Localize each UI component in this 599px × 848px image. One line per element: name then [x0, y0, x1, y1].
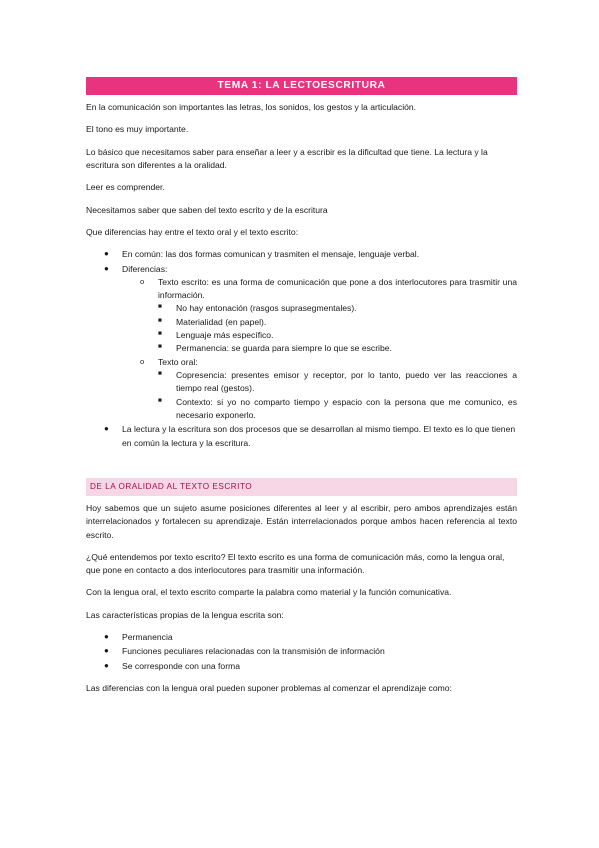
sub-sub-list	[122, 302, 517, 355]
list-item	[86, 263, 517, 423]
circle-bullet-icon: o	[140, 356, 145, 366]
list-item-text: No hay entonación (rasgos suprasegmentales).	[176, 303, 357, 314]
list-item-text: La lectura y la escritura son dos procesos que se desarrollan al mismo tiempo. El texto es lo que tienen en común la lectura y la escritura.	[122, 424, 516, 448]
paragraph: Las características propias de la lengua escrita son:	[86, 609, 284, 620]
list-item-text: Diferencias:	[122, 263, 168, 274]
section-heading: DE LA ORALIDAD AL TEXTO ESCRITO	[86, 478, 517, 496]
list-item-text: Funciones peculiares relacionadas con la transmisión de información	[122, 646, 385, 657]
paragraph: Lo básico que necesitamos saber para enseñar a leer y a escribir es la dificultad que tiene. La lectura y la escritura son diferentes a la oralidad.	[86, 146, 488, 170]
square-bullet-icon: ■	[158, 396, 162, 404]
bullet-icon: ●	[104, 632, 109, 642]
features-list	[86, 631, 517, 673]
square-bullet-icon: ■	[158, 316, 162, 324]
differences-list	[86, 248, 517, 450]
list-item-text: En común: las dos formas comunican y trasmiten el mensaje, lenguaje verbal.	[122, 249, 420, 260]
square-bullet-icon: ■	[158, 343, 162, 351]
bullet-icon: ●	[104, 263, 109, 273]
bullet-icon: ●	[104, 424, 109, 434]
list-item-text: Se corresponde con una forma	[122, 660, 240, 671]
list-item	[86, 660, 517, 673]
paragraph: Que diferencias hay entre el texto oral y el texto escrito:	[86, 226, 299, 237]
list-item	[122, 316, 517, 329]
paragraph: Las diferencias con la lengua oral pueden suponer problemas al comenzar el aprendizaje como:	[86, 683, 452, 693]
paragraph: En la comunicación son importantes las letras, los sonidos, los gestos y la articulación.	[86, 102, 417, 112]
list-item	[122, 329, 517, 342]
bullet-icon: ●	[104, 646, 109, 656]
list-item-text: Lenguaje más específico.	[176, 330, 274, 341]
square-bullet-icon: ■	[158, 303, 162, 311]
square-bullet-icon: ■	[158, 330, 162, 338]
page-title: TEMA 1: LA LECTOESCRITURA	[86, 77, 517, 95]
list-item	[122, 356, 517, 423]
list-item-text: Copresencia: presentes emisor y receptor, por lo tanto, puedo ver las reacciones a tiempo real (gestos).	[176, 370, 517, 394]
paragraph: Hoy sabemos que un sujeto asume posiciones diferentes al leer y al escribir, pero ambos aprendizajes están interrelacionados y fortalecen su aprendizaje. Están interrelacionados porque ambos hacen referencia al texto escrito.	[86, 502, 517, 540]
list-item	[86, 631, 517, 644]
list-item-text: Texto oral:	[158, 356, 198, 367]
list-item	[122, 276, 517, 356]
paragraph: Leer es comprender.	[86, 182, 165, 193]
paragraph: El tono es muy importante.	[86, 124, 189, 135]
document-content	[86, 77, 517, 695]
list-item-text: Texto escrito: es una forma de comunicación que pone a dos interlocutores para trasmitir una información.	[158, 276, 517, 301]
paragraph: Necesitamos saber que saben del texto escrito y de la escritura	[86, 204, 328, 215]
paragraph: Con la lengua oral, el texto escrito comparte la palabra como material y la función comunicativa.	[86, 587, 452, 598]
bullet-icon: ●	[104, 660, 109, 670]
list-item	[122, 369, 517, 396]
circle-bullet-icon: o	[140, 276, 145, 286]
list-item	[86, 248, 517, 261]
paragraph: ¿Qué entendemos por texto escrito? El texto escrito es una forma de comunicación más, como la lengua oral, que pone en contacto a dos interlocutores para trasmitir una información.	[86, 551, 505, 576]
list-item	[122, 342, 517, 355]
sub-sub-list	[122, 369, 517, 422]
list-item	[86, 645, 517, 658]
bullet-icon: ●	[104, 249, 109, 259]
list-item	[86, 423, 517, 450]
list-item-text: Permanencia: se guarda para siempre lo que se escribe.	[176, 343, 392, 354]
list-item	[122, 302, 517, 315]
list-item-text: Materialidad (en papel).	[176, 316, 267, 327]
list-item-text: Permanencia	[122, 632, 173, 643]
list-item	[122, 396, 517, 423]
list-item-text: Contexto: si yo no comparto tiempo y espacio con la persona que me comunico, es necesario exponerlo.	[176, 396, 517, 420]
square-bullet-icon: ■	[158, 370, 162, 377]
sub-list	[122, 276, 517, 422]
